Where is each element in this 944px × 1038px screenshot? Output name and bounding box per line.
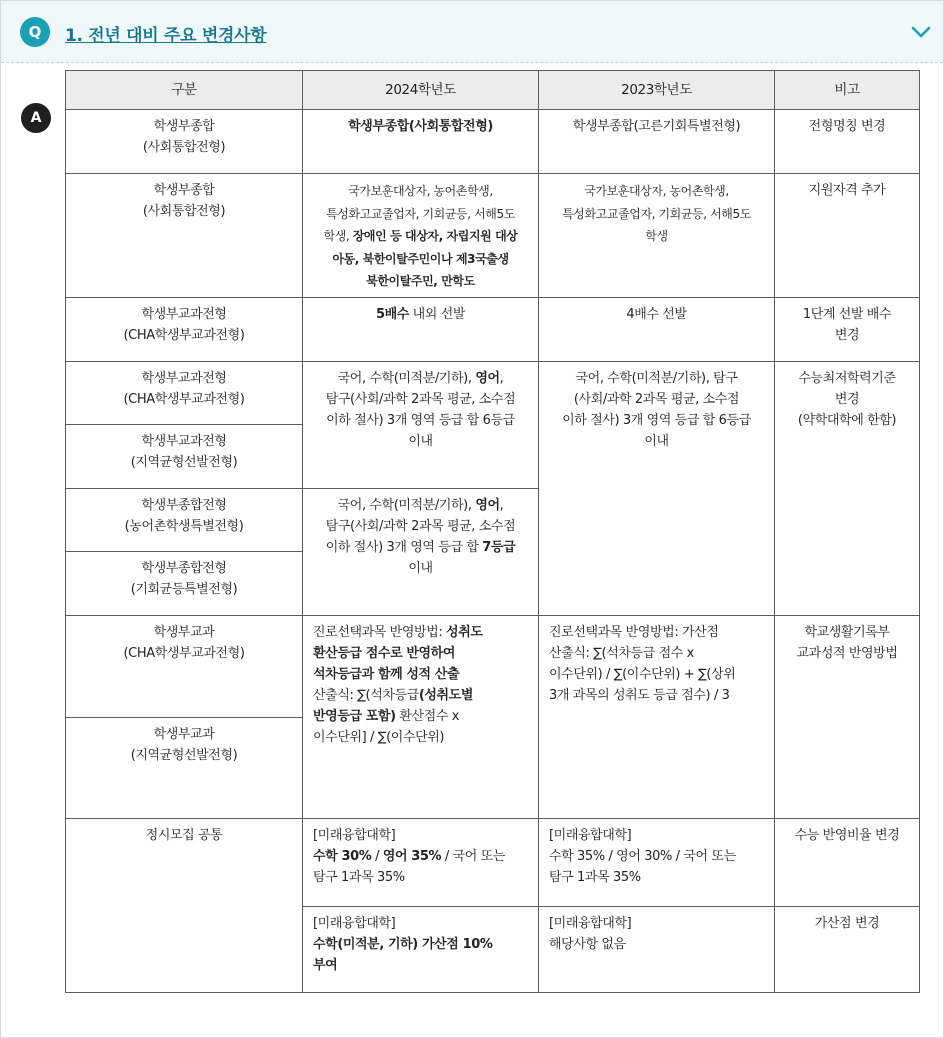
year-2023-cell: 4배수 선발 xyxy=(539,298,775,362)
comparison-table xyxy=(65,70,920,993)
question-header[interactable] xyxy=(1,1,943,63)
table-row xyxy=(66,819,920,907)
chevron-down-icon[interactable] xyxy=(909,20,933,44)
year-2024-cell: 학생부종합(사회통합전형) xyxy=(303,110,539,174)
year-2024-cell: 국가보훈대상자, 농어촌학생, 특성화고교졸업자, 기회균등, 서해5도 학생, 장애인 등 대상자, 자립지원 대상 아동, 북한이탈주민이나 제3국출생 북한이탈주민, 만학도 xyxy=(303,174,539,298)
category-cell: 정시모집 공통 xyxy=(66,819,303,993)
note-cell: 지원자격 추가 xyxy=(775,174,920,298)
column-header: 2023학년도 xyxy=(539,71,775,110)
column-header: 비고 xyxy=(775,71,920,110)
column-header: 구분 xyxy=(66,71,303,110)
year-2023-cell: 국어, 수학(미적분/기하), 탐구 (사회/과학 2과목 평균, 소수점 이하 절사) 3개 영역 등급 합 6등급 이내 xyxy=(539,362,775,616)
column-header: 2024학년도 xyxy=(303,71,539,110)
category-cell: 학생부종합전형 (기회균등특별전형) xyxy=(66,552,303,616)
note-cell: 가산점 변경 xyxy=(775,907,920,993)
year-2023-cell: 진로선택과목 반영방법: 가산점 산출식: ∑(석차등급 점수 x 이수단위) / ∑(이수단위) + ∑(상위 3개 과목의 성취도 등급 점수) / 3 xyxy=(539,616,775,819)
category-cell: 학생부종합전형 (농어촌학생특별전형) xyxy=(66,489,303,552)
note-cell: 수능 반영비율 변경 xyxy=(775,819,920,907)
note-cell: 수능최저학력기준 변경 (약학대학에 한함) xyxy=(775,362,920,616)
category-cell: 학생부종합 (사회통합전형) xyxy=(66,174,303,298)
note-cell: 학교생활기록부 교과성적 반영방법 xyxy=(775,616,920,819)
table-header-row xyxy=(66,71,920,110)
year-2024-cell: [미래융합대학] 수학 30% / 영어 35% / 국어 또는 탐구 1과목 35% xyxy=(303,819,539,907)
category-cell: 학생부교과전형 (CHA학생부교과전형) xyxy=(66,362,303,425)
year-2024-cell: 5배수 내외 선발 xyxy=(303,298,539,362)
question-badge: Q xyxy=(20,17,50,47)
category-cell: 학생부교과 (CHA학생부교과전형) xyxy=(66,616,303,718)
year-2023-cell: [미래융합대학] 수학 35% / 영어 30% / 국어 또는 탐구 1과목 35% xyxy=(539,819,775,907)
table-row xyxy=(66,174,920,298)
year-2023-cell: 학생부종합(고른기회특별전형) xyxy=(539,110,775,174)
year-2024-cell: 국어, 수학(미적분/기하), 영어, 탐구(사회/과학 2과목 평균, 소수점 이하 절사) 3개 영역 등급 합 7등급 이내 xyxy=(303,489,539,616)
year-2023-cell: [미래융합대학] 해당사항 없음 xyxy=(539,907,775,993)
year-2024-cell: 국어, 수학(미적분/기하), 영어, 탐구(사회/과학 2과목 평균, 소수점 이하 절사) 3개 영역 등급 합 6등급 이내 xyxy=(303,362,539,489)
year-2024-cell: [미래융합대학] 수학(미적분, 기하) 가산점 10% 부여 xyxy=(303,907,539,993)
table-row xyxy=(66,110,920,174)
category-cell: 학생부종합 (사회통합전형) xyxy=(66,110,303,174)
category-cell: 학생부교과전형 (CHA학생부교과전형) xyxy=(66,298,303,362)
answer-badge: A xyxy=(21,103,51,133)
category-cell: 학생부교과 (지역균형선발전형) xyxy=(66,718,303,819)
year-2024-cell: 진로선택과목 반영방법: 성취도 환산등급 점수로 반영하여 석차등급과 함께 성적 산출 산출식: ∑(석차등급(성취도별 반영등급 포함) 환산점수 x 이수단위] / ∑(이수단위) xyxy=(303,616,539,819)
year-2023-cell: 국가보훈대상자, 농어촌학생, 특성화고교졸업자, 기회균등, 서해5도 학생 xyxy=(539,174,775,298)
table-row xyxy=(66,616,920,718)
table-row xyxy=(66,362,920,425)
table-row xyxy=(66,298,920,362)
question-title[interactable]: 1. 전년 대비 주요 변경사항 xyxy=(65,26,267,46)
category-cell: 학생부교과전형 (지역균형선발전형) xyxy=(66,425,303,489)
note-cell: 전형명칭 변경 xyxy=(775,110,920,174)
note-cell: 1단계 선발 배수 변경 xyxy=(775,298,920,362)
